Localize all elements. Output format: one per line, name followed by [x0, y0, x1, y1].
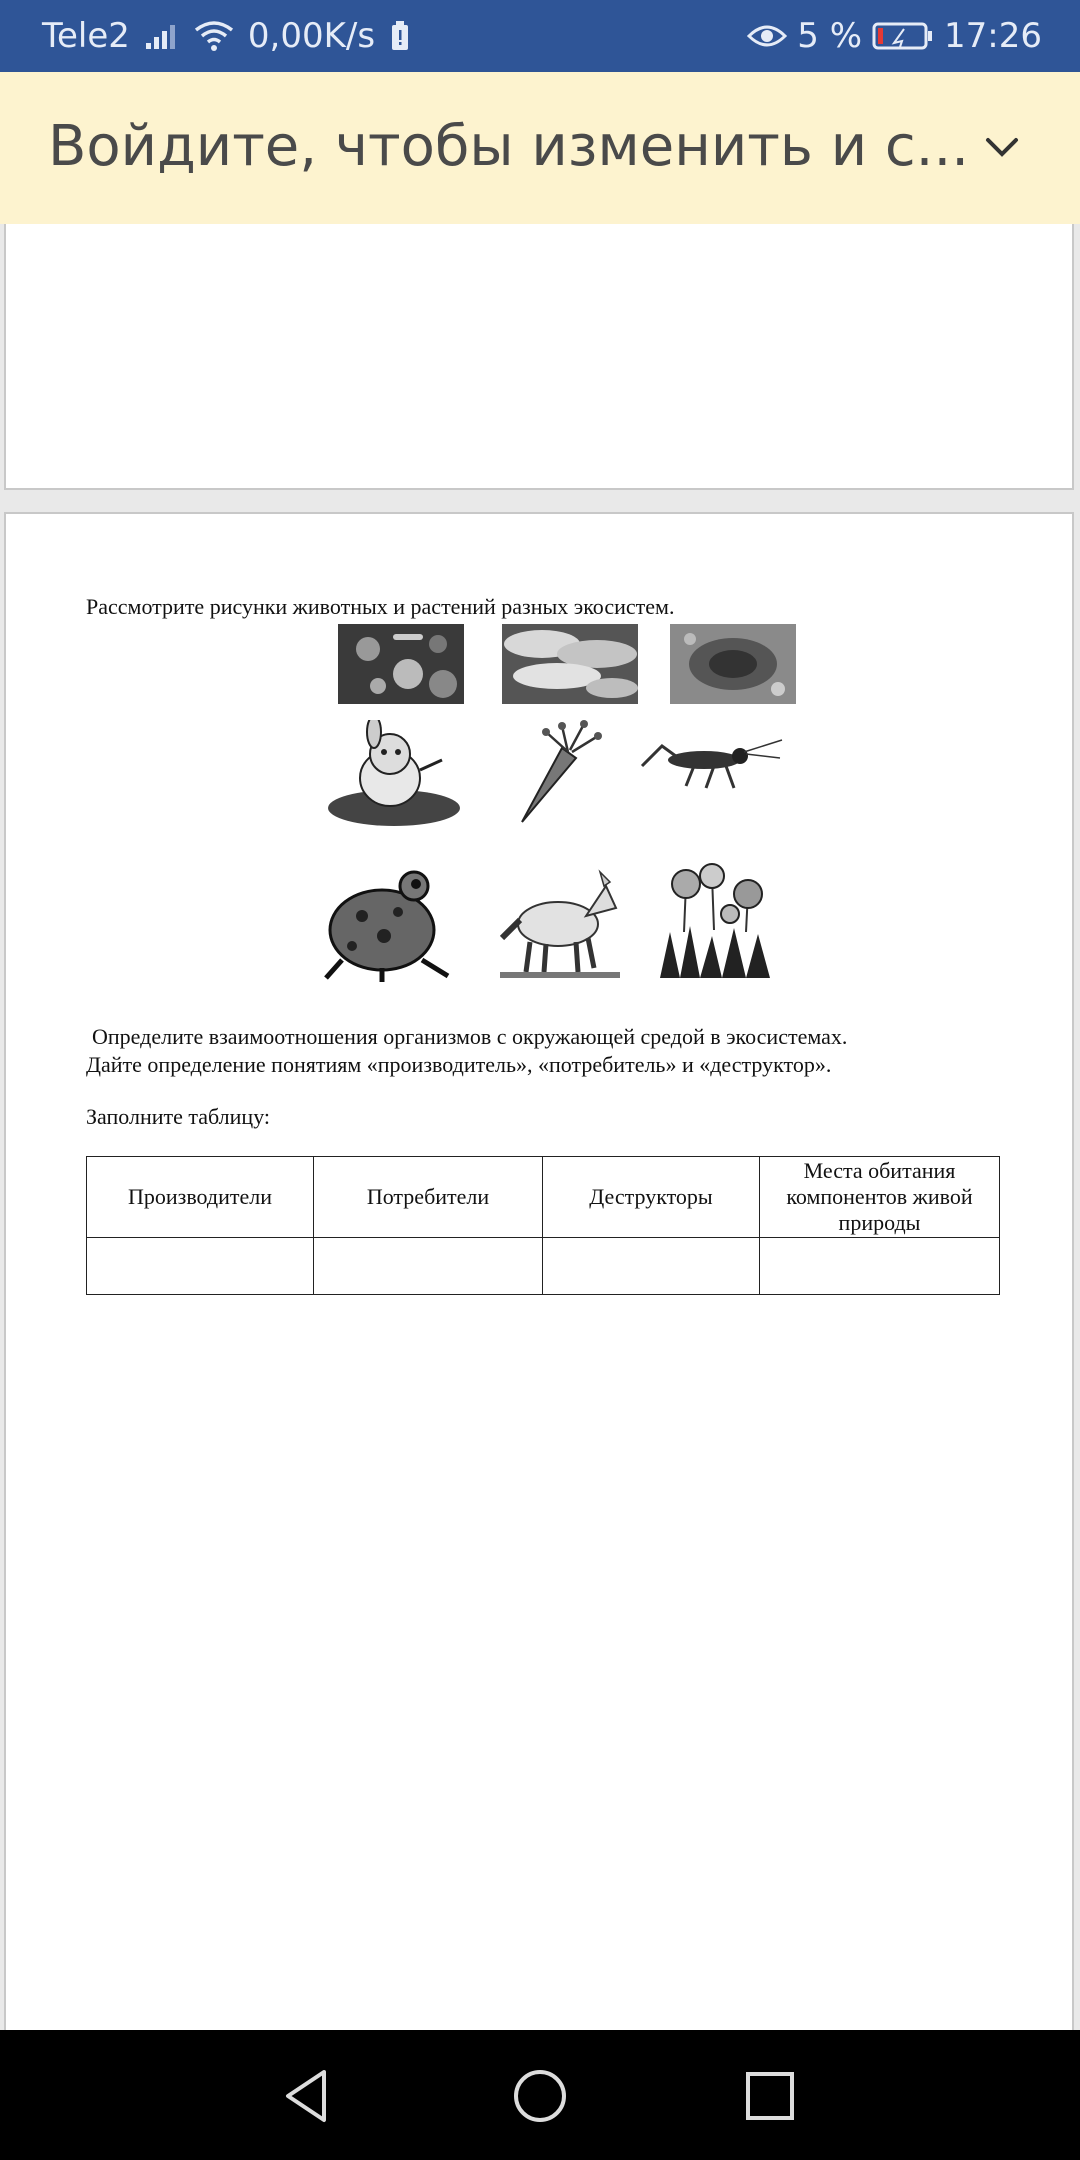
sign-in-banner[interactable]	[0, 72, 1080, 224]
carrot-image	[502, 718, 612, 832]
document-page	[4, 512, 1074, 2032]
wifi-icon	[194, 20, 234, 52]
table-row	[87, 1238, 1000, 1295]
table-cell	[543, 1238, 760, 1295]
task-table	[86, 1156, 1000, 1295]
recents-icon[interactable]	[738, 2064, 802, 2128]
document-viewer[interactable]	[0, 224, 1080, 2030]
battery-saver-icon	[389, 20, 411, 52]
header-consumers: Потребители	[314, 1157, 543, 1238]
header-producers: Производители	[87, 1157, 314, 1238]
header-decomposers: Деструкторы	[543, 1157, 760, 1238]
grasshopper-image	[634, 732, 784, 796]
flowers-image	[650, 862, 780, 984]
navigation-bar	[0, 2030, 1080, 2160]
status-bar	[0, 0, 1080, 72]
table-cell	[87, 1238, 314, 1295]
wolf-image	[500, 868, 620, 984]
lichen-image	[670, 624, 796, 708]
signal-icon	[144, 21, 180, 51]
clock: 17:26	[944, 16, 1042, 56]
carrier-name: Tele2	[42, 16, 130, 56]
table-cell	[760, 1238, 1000, 1295]
banner-text: Войдите, чтобы изменить и с...	[48, 114, 970, 179]
fill-table-label: Заполните таблицу:	[86, 1104, 271, 1129]
header-habitats: Места обитания компонентов живой природы	[760, 1157, 1000, 1238]
fungi-image	[502, 624, 638, 708]
intro-text: Рассмотрите рисунки животных и растений разных экосистем.	[86, 594, 675, 619]
bacteria-image	[338, 624, 464, 708]
eye-comfort-icon	[747, 22, 787, 50]
network-speed: 0,00K/s	[247, 16, 376, 56]
back-icon[interactable]	[276, 2064, 340, 2128]
table-cell	[314, 1238, 543, 1295]
table-header-row	[87, 1157, 1000, 1238]
previous-page	[4, 224, 1074, 490]
rabbit-image	[324, 720, 464, 834]
task-line-1: Определите взаимоотношения организмов с окружающей средой в экосистемах.	[92, 1024, 848, 1049]
chevron-down-icon[interactable]	[982, 128, 1022, 168]
frog-image	[322, 860, 452, 988]
battery-percent: 5 %	[797, 16, 863, 56]
home-icon[interactable]	[508, 2064, 572, 2128]
battery-icon	[872, 21, 934, 51]
organisms-pictures	[316, 624, 816, 984]
task-line-2: Дайте определение понятиям «производитель», «потребитель» и «деструктор».	[86, 1052, 832, 1077]
